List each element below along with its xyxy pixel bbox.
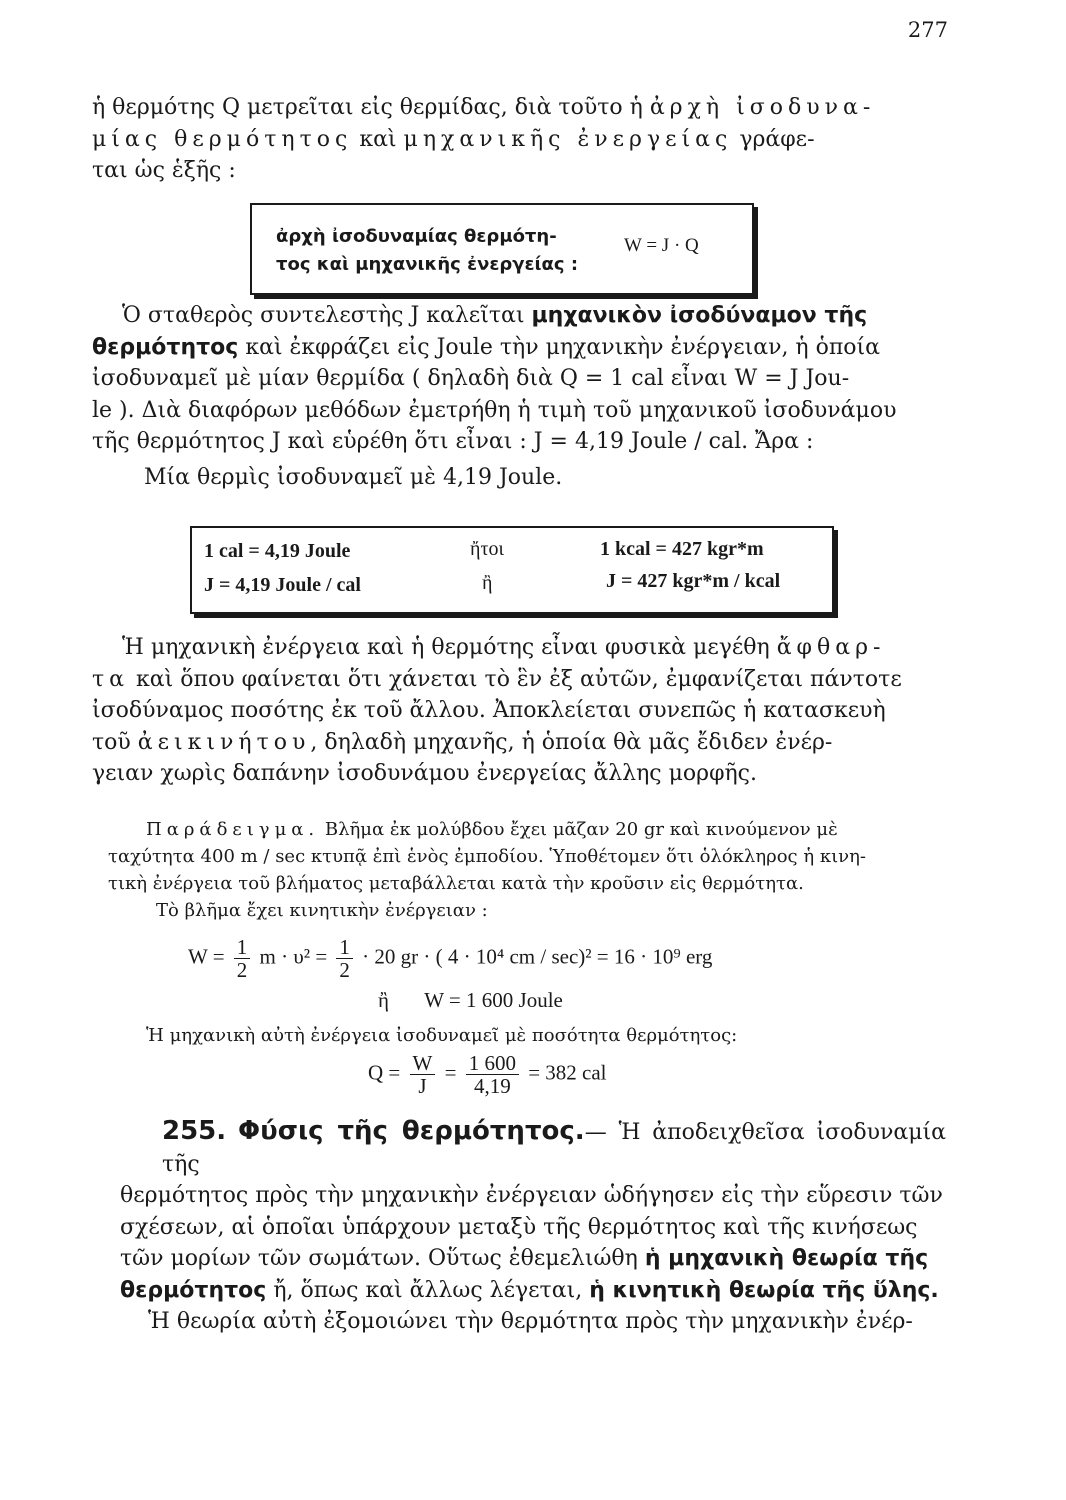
text-line [120,1275,946,1307]
text-line: Τὸ βλῆμα ἔχει κινητικὴν ἐνέργειαν : [156,900,488,921]
eq-text: W = 1 600 Joule [424,988,563,1012]
text: — Ἡ ἀποδειχθεῖσα ἰσοδυναμία τῆς [162,1120,946,1177]
eq-text: Q = [368,1060,401,1085]
numerator: W [410,1052,436,1075]
principle-box [250,203,754,295]
box-cell: 1 cal = 4,19 Joule [204,540,351,562]
spaced-text: Παράδειγμα. [146,819,320,840]
bold-term: ἡ μηχανικὴ θεωρία τῆς [644,1246,929,1271]
spaced-text: μίας θερμότητος [92,126,353,152]
label-line: τος καὶ μηχανικῆς ἐνεργείας : [276,254,579,275]
text-line: ἰσοδυναμεῖ μὲ μίαν θερμίδα ( δηλαδὴ διὰ Q = 1 cal εἶναι W = J Jou- [92,366,850,391]
text: γράφε- [739,126,815,152]
text-line: σχέσεων, αἱ ὁποῖαι ὑπάρχουν μεταξὺ τῆς θερμότητος καὶ τῆς κινήσεως [120,1214,918,1240]
eq-text: ἢ [378,988,389,1012]
text-line [120,1243,946,1275]
text-line: le ). Διὰ διαφόρων μεθόδων ἐμετρήθη ἡ τιμὴ τοῦ μηχανικοῦ ἰσοδυνάμου [92,397,897,423]
text: τοῦ [92,729,131,755]
numerator: 1 600 [466,1052,519,1075]
text-line: θερμότητος πρὸς τὴν μηχανικὴν ἐνέργειαν ὡδήγησεν εἰς τὴν εὕρεσιν τῶν [120,1183,943,1208]
text: ται ὡς ἑξῆς : [92,158,236,183]
section-255 [120,1116,946,1338]
text-line: τῆς θερμότητος J καὶ εὑρέθη ὅτι εἶναι : J = 4,19 Joule / cal. Ἄρα : [92,429,814,454]
example-block [108,816,928,924]
text-line: ἰσοδύναμος ποσότης ἐκ τοῦ ἄλλου. Ἀποκλείεται συνεπῶς ἡ κατασκευὴ [92,698,886,723]
bold-term: θερμότητος [92,334,239,360]
text: καὶ ὅπου φαίνεται ὅτι χάνεται τὸ ἓν ἐξ αὐτῶν, ἐμφανίζεται πάντοτε [136,666,902,692]
principle-label [276,223,578,279]
denominator: J [418,1074,427,1098]
fraction [410,1052,436,1097]
text: τῶν μορίων τῶν σωμάτων. Οὕτως ἐθεμελιώθη [120,1246,638,1271]
eq-text: · 20 gr · ( 4 · 10⁴ cm / sec)² = 16 · 10⁹ erg [362,944,713,969]
text-line: Ἡ θεωρία αὐτὴ ἐξομοιώνει τὴν θερμότητα πρὸς τὴν μηχανικὴν ἐνέρ- [148,1309,913,1334]
text: Βλῆμα ἐκ μολύβδου ἔχει μᾶζαν 20 gr καὶ κινούμενον μὲ [324,819,838,840]
example-line: Ἡ μηχανικὴ αὐτὴ ἐνέργεια ἰσοδυναμεῖ μὲ ποσότητα θερμότητος: [146,1025,738,1046]
paragraph-intro [92,92,922,187]
denominator: 2 [236,958,248,982]
bold-term: μηχανικὸν ἰσοδύναμον τῆς [531,303,868,328]
text-line [92,300,922,332]
principle-formula: W = J · Q [624,235,699,256]
paragraph-constant [92,300,922,493]
eq-text: = [444,1060,457,1085]
denominator: 2 [339,958,350,982]
bold-term: ἡ κινητικὴ θεωρία τῆς ὕλης. [589,1277,939,1303]
equation-kinetic-energy [188,936,712,981]
bold-term: θερμότητος [120,1277,267,1303]
text-line [92,155,922,187]
paragraph-conservation [92,632,922,790]
fraction [234,936,251,981]
section-number: 255. [162,1116,227,1146]
text-line [92,332,922,364]
spaced-text: ἀρχὴ ἰσοδυνα- [649,95,876,120]
denominator: 4,19 [473,1074,511,1098]
numerator: 1 [336,936,353,959]
eq-text: m · υ² = [259,944,328,969]
text-line: Μία θερμὶς ἰσοδυναμεῖ μὲ 4,19 Joule. [144,464,563,490]
section-heading-line [120,1116,946,1180]
text: Ὁ σταθερὸς συντελεστὴς J καλεῖται [122,303,525,328]
spaced-text: ἄφθαρ- [776,635,886,660]
equation-joule [378,988,563,1013]
equation-heat [368,1052,607,1097]
text: καὶ ἐκφράζει εἰς Joule τὴν μηχανικὴν ἐνέργειαν, ἡ ὁποία [245,334,881,360]
box-cell: ἢ [482,572,493,594]
fraction [336,936,353,981]
text: ἡ θερμότης Q μετρεῖται εἰς θερμίδας, διὰ τοῦτο ἡ [92,95,643,120]
text: ἤ, ὅπως καὶ ἄλλως λέγεται, [273,1277,583,1303]
text-line: τικὴ ἐνέργεια τοῦ βλήματος μεταβάλλεται κατὰ τὴν κροῦσιν εἰς θερμότητα. [108,873,804,894]
spaced-text: μηχανικῆς ἐνεργείας [403,126,733,152]
fraction [466,1052,519,1097]
box-cell: J = 4,19 Joule / cal [204,574,361,596]
text: Ἡ μηχανικὴ ἐνέργεια καὶ ἡ θερμότης εἶναι φυσικὰ μεγέθη [122,635,770,660]
spaced-text: τα [92,666,130,692]
equivalence-box [190,526,834,614]
label-line: ἀρχὴ ἰσοδυναμίας θερμότη- [276,226,557,247]
text-line: ταχύτητα 400 m / sec κτυπᾷ ἐπὶ ἑνὸς ἐμποδίου. Ὑποθέτομεν ὅτι ὁλόκληρος ἡ κινη- [108,846,866,867]
text-line [108,816,928,843]
box-cell: J = 427 kgr*m / kcal [606,570,781,592]
numerator: 1 [234,936,251,959]
eq-text: W = [188,944,225,969]
text: , δηλαδὴ μηχανῆς, ἡ ὁποία θὰ μᾶς ἔδιδεν ἐνέρ- [310,729,833,755]
box-cell: 1 kcal = 427 kgr*m [600,538,764,560]
box-cell: ἤτοι [470,538,504,560]
text-line [92,92,922,124]
section-title: Φύσις τῆς θερμότητος. [238,1116,585,1146]
eq-text: = 382 cal [528,1060,607,1085]
text: καὶ [359,126,397,152]
text-line [92,664,922,696]
text-line: γειαν χωρὶς δαπάνην ἰσοδυνάμου ἐνεργείας ἄλλης μορφῆς. [92,761,757,786]
page-number: 277 [907,18,948,42]
text-line [92,124,922,156]
text-line [92,632,922,664]
spaced-text: ἀεικινήτου [137,729,311,755]
text-line [92,727,922,759]
